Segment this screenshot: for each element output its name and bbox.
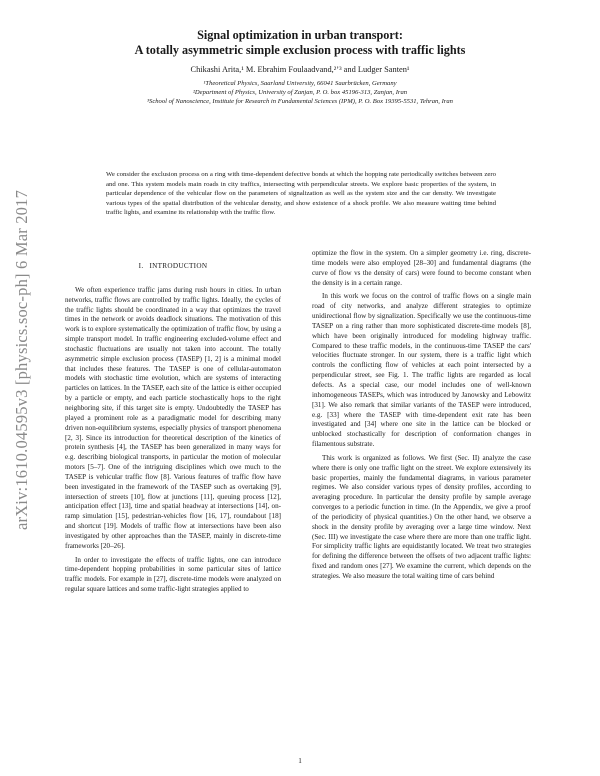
section-number: I.: [138, 262, 144, 270]
arxiv-stamp: [8, 120, 36, 600]
arxiv-identifier[interactable]: arXiv:1610.04595v3 [physics.soc-ph] 6 Mar 2017: [12, 189, 32, 531]
affiliation-3: ³School of Nanoscience, Institute for Research in Fundamental Sciences (IPM), P. O. Box 19395-5531, Tehran, Iran: [147, 98, 453, 105]
affiliation-2: ²Department of Physics, University of Zanjan, P. O. box 45196-313, Zanjan, Iran: [192, 89, 408, 96]
page-number: 1: [298, 757, 302, 765]
author-list: Chikashi Arita,¹ M. Ebrahim Foulaadvand,²ʼ³ and Ludger Santen¹: [190, 65, 410, 74]
paragraph: In order to investigate the effects of traffic lights, one can introduce time-dependent hopping probabilities in some particular sites of lattice traffic models. For example in [27], discrete-time models were analyzed on regular square lattices and some traffic-light strategies applied to: [65, 555, 281, 594]
title-line-1: Signal optimization in urban transport:: [197, 28, 403, 42]
paper-title: [70, 0, 530, 57]
section-heading: [65, 262, 281, 272]
affiliation-1: ¹Theoretical Physics, Saarland University, 66041 Saarbrücken, Germany: [203, 80, 397, 87]
paper-header: [70, 0, 530, 106]
section-title: INTRODUCTION: [149, 262, 208, 270]
abstract: We consider the exclusion process on a ring with time-dependent defective bonds at which the hopping rate periodically switches between zero and one. This system models main roads in city traffics, intersecting with perpendicular streets. We explore basic properties of the system, in particular dependence of the vehicular flow on the parameters of signalization as well as the system size and the car density. We investigate various types of the spatial distribution of the vehicular density, and show existence of a shock profile. We also measure waiting time behind traffic lights, and examine its relationship with the traffic flow.: [106, 171, 496, 216]
paragraph: We often experience traffic jams during rush hours in cities. In urban networks, traffic flows are controlled by traffic lights. Ideally, the cycles of the traffic lights should be coordinated in a way that optimizes the travel times in the network or avoids deadlock situations. The motivation of this work is to explore systematically the optimization of traffic flow, by using a simple transport model. In traffic engineering excluded-volume effect and stochastic fluctuations are usually not taken into account. The totally asymmetric simple exclusion process (TASEP) [1, 2] is a minimal model that includes these features. The TASEP is one of cellular-automaton models with stochastic time evolution, which are systems of interacting particles on lattices. In the TASEP, each site of the lattice is either occupied by a particle or empty, and each particle stochastically hops to the right neighboring site, if this target site is empty. Undoubtedly the TASEP has played a prominent role as a paradigmatic model for describing many driven non-equilibrium systems, especially physics of transport phenomena [2, 3]. Since its introduction for theoretical description of the kinetics of protein synthesis [4], the TASEP has been generalized in many ways for e.g. describing biological transports, in particular the motion of molecular motors [5–7]. One of the intriguing disciplines which owe much to the TASEP is vehicular traffic flow [8]. Various features of traffic flow have been investigated in the framework of the TASEP such as overtaking [9], intersection of streets [10], flow at junctions [11], queuing process [12], anticipation effect [13], time and spatial headway at intersections [14], on-ramp simulation [15], pedestrian-vehicles flow [16, 17], roundabout [18] and shortcut [19]. Models of traffic flow at intersections have been also investigated by other approaches than the TASEP, mainly in discrete-time frameworks [20–26].: [65, 285, 281, 550]
paragraph: This work is organized as follows. We first (Sec. II) analyze the case where there is only one traffic light on the street. We explore extensively its basic properties, mainly the fundamental diagrams, in various parameter regimes. We also consider various types of density profiles, according to averaging procedure. In particular the density profile by sample average converges to a periodic function in time. (In the Appendix, we give a proof of the periodicity of physical quantities.) On the other hand, we observe a shock in the density profile by averaging over a large time window. Next (Sec. III) we investigate the case where there are more than one traffic light. For simplicity traffic lights are equidistantly located. We treat two strategies for defining the difference between the offsets of two adjacent traffic lights: fixed and random ones [27]. We examine the current, which depends on the strategies. We also measure the total waiting time of cars behind: [312, 453, 531, 580]
paragraph: optimize the flow in the system. On a simpler geometry i.e. ring, discrete-time models were also employed [28–30] and fundamental diagrams (the curve of flow vs the density of cars) were found to become constant when the density is in a certain range.: [312, 249, 531, 287]
affiliation-list: [70, 79, 530, 106]
paragraph: In this work we focus on the control of traffic flows on a single main road of city networks, and analyze different strategies to optimize unidirectional flow by signalization. Specifically we use the continuous-time TASEP on a ring rather than more sophisticated discrete-time models [8], which have been originally introduced for modeling highway traffic. Compared to these traffic models, in the continuous-time TASEP the cars' velocities fluctuate stronger. In our system, there is a traffic light which controls the conflicting flow of vehicles at each point intersected by a perpendicular street, see Fig. 1. The traffic lights are regarded as local defects. As a special case, our model includes one of well-known inhomogeneous TASEPs, which was introduced by Janowsky and Lebowitz [31]. We also remark that similar variants of the TASEP were introduced, e.g. [33] where the TASEP with time-dependent exit rate has been investigated and [34] where one site in the lattice can be blocked or unblocked stochastically for description of conformation changes in filamentous substrate.: [312, 292, 531, 449]
right-column: [312, 249, 531, 586]
left-column: [65, 262, 281, 599]
title-line-2: A totally asymmetric simple exclusion process with traffic lights: [134, 42, 466, 57]
